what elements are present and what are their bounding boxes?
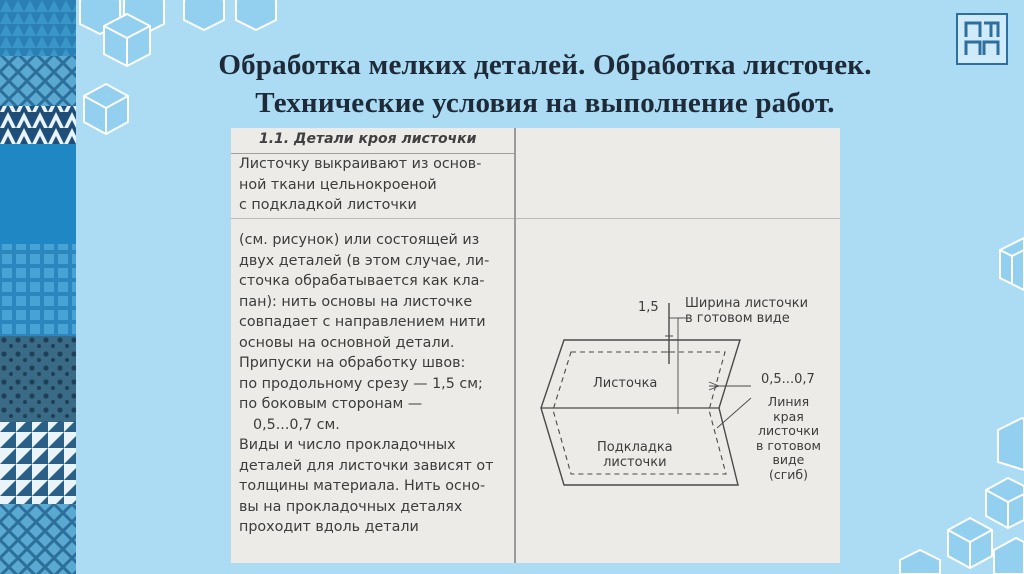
lining-label-line: листочки	[603, 455, 667, 470]
text-line: Припуски на обработку швов:	[239, 355, 466, 371]
flap-diagram	[231, 128, 840, 563]
text-line: по продольному срезу — 1,5 см;	[239, 375, 483, 392]
title-line-2: Технические условия на выполнение работ.	[255, 87, 835, 119]
text-line: 0,5...0,7 см.	[253, 416, 340, 433]
text-line: деталей для листочки зависят от	[239, 457, 494, 474]
edge-label	[756, 395, 821, 482]
text-line: Виды и число прокладочных	[239, 437, 456, 453]
dim-label-15: 1,5	[638, 300, 659, 315]
lining-label-line: Подкладка	[597, 440, 673, 455]
text-line: основы на основной детали.	[239, 334, 455, 351]
text-line: Листочку выкраивают из основ-	[239, 156, 482, 172]
text-line: сточка обрабатывается как кла-	[239, 273, 485, 289]
width-label	[685, 296, 808, 326]
width-label-line: в готовом виде	[685, 311, 790, 326]
text-line: двух деталей (в этом случае, ли-	[239, 252, 490, 269]
edge-label-line: Линия	[767, 394, 810, 409]
text-line: толщины материала. Нить осно-	[239, 478, 486, 494]
text-line: с подкладкой листочки	[239, 197, 417, 213]
dim-label-side: 0,5...0,7	[761, 372, 815, 387]
edge-label-line: в готовом	[756, 437, 821, 453]
document-header: 1.1. Детали кроя листочки	[259, 131, 477, 147]
part-label-flap: Листочка	[593, 376, 658, 391]
text-line: совпадает с направлением нити	[239, 314, 486, 330]
edge-label-line: края	[773, 408, 804, 424]
text-line: по боковым сторонам —	[239, 396, 423, 412]
title-line-1: Обработка мелких деталей. Обработка листочек.	[218, 49, 872, 81]
text-line: пан): нить основы на листочке	[239, 293, 473, 310]
scanned-document	[231, 128, 840, 563]
edge-label-line: листочки	[757, 423, 819, 438]
width-label-line: Ширина листочки	[685, 296, 809, 311]
text-line: ной ткани цельнокроеной	[239, 176, 437, 193]
part-label-lining	[597, 440, 673, 470]
edge-label-line: виде	[772, 452, 805, 467]
text-line: вы на прокладочных деталях	[239, 498, 463, 515]
text-line: проходит вдоль детали	[239, 519, 419, 535]
slide-title	[120, 46, 970, 122]
edge-label-line: (сгиб)	[768, 466, 808, 482]
text-line: (см. рисунок) или состоящей из	[239, 232, 480, 248]
